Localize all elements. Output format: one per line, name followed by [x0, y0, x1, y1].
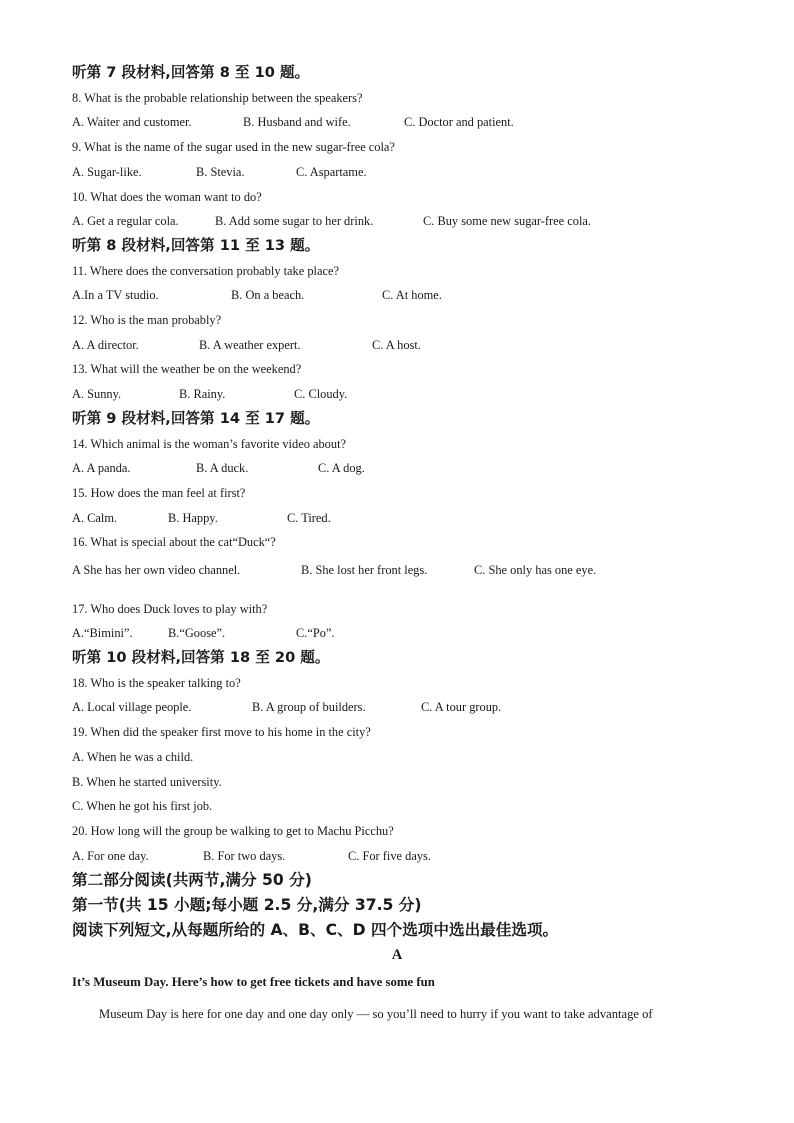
section-heading-8: 听第 8 段材料,回答第 11 至 13 题。 [72, 237, 320, 254]
q16-option-b: B. She lost her front legs. [301, 563, 428, 577]
q19-option-c: C. When he got his first job. [72, 799, 213, 813]
q19-option-a: A. When he was a child. [72, 750, 194, 764]
question-11: 11. Where does the conversation probably take place? [72, 264, 339, 278]
part2-section1-heading: 第一节(共 15 小题;每小题 2.5 分,满分 37.5 分) [72, 896, 422, 914]
q18-option-b: B. A group of builders. [252, 700, 366, 714]
question-9: 9. What is the name of the sugar used in the new sugar-free cola? [72, 140, 395, 154]
q9-option-c: C. Aspartame. [296, 165, 367, 179]
passage-title: It’s Museum Day. Here’s how to get free tickets and have some fun [72, 975, 435, 989]
q8-option-c: C. Doctor and patient. [404, 115, 514, 129]
section-heading-9: 听第 9 段材料,回答第 14 至 17 题。 [72, 410, 320, 427]
q19-option-b: B. When he started university. [72, 775, 222, 789]
part2-title: 第二部分阅读(共两节,满分 50 分) [72, 871, 312, 889]
question-14: 14. Which animal is the woman’s favorite video about? [72, 437, 347, 451]
part2-instruction: 阅读下列短文,从每题所给的 A、B、C、D 四个选项中选出最佳选项。 [72, 921, 559, 939]
q12-option-a: A. A director. [72, 338, 139, 352]
q9-option-a: A. Sugar-like. [72, 165, 142, 179]
q14-option-c: C. A dog. [318, 461, 365, 475]
question-12: 12. Who is the man probably? [72, 313, 222, 327]
q14-option-b: B. A duck. [196, 461, 249, 475]
q16-option-a: A She has her own video channel. [72, 563, 241, 577]
q17-option-a: A.“Bimini”. [72, 626, 133, 640]
question-17: 17. Who does Duck loves to play with? [72, 602, 268, 616]
question-15: 15. How does the man feel at first? [72, 486, 246, 500]
passage-paragraph: Museum Day is here for one day and one day only — so you’ll need to hurry if you want to take advantage of [99, 1007, 653, 1021]
question-20: 20. How long will the group be walking to get to Machu Picchu? [72, 824, 394, 838]
q20-option-c: C. For five days. [348, 849, 431, 863]
q15-option-b: B. Happy. [168, 511, 218, 525]
q16-option-c: C. She only has one eye. [474, 563, 597, 577]
q11-option-b: B. On a beach. [231, 288, 305, 302]
q10-option-a: A. Get a regular cola. [72, 214, 179, 228]
q17-option-b: B.“Goose”. [168, 626, 226, 640]
q11-option-c: C. At home. [382, 288, 442, 302]
q10-option-c: C. Buy some new sugar-free cola. [423, 214, 592, 228]
q8-option-a: A. Waiter and customer. [72, 115, 192, 129]
q14-option-a: A. A panda. [72, 461, 131, 475]
q18-option-a: A. Local village people. [72, 700, 192, 714]
q15-option-c: C. Tired. [287, 511, 331, 525]
question-18: 18. Who is the speaker talking to? [72, 676, 241, 690]
q10-option-b: B. Add some sugar to her drink. [215, 214, 374, 228]
q13-option-b: B. Rainy. [179, 387, 226, 401]
q12-option-c: C. A host. [372, 338, 421, 352]
section-heading-7: 听第 7 段材料,回答第 8 至 10 题。 [72, 64, 310, 81]
q15-option-a: A. Calm. [72, 511, 118, 525]
question-8: 8. What is the probable relationship between the speakers? [72, 91, 363, 105]
q9-option-b: B. Stevia. [196, 165, 245, 179]
q13-option-a: A. Sunny. [72, 387, 122, 401]
passage-label: A [391, 947, 403, 963]
question-19: 19. When did the speaker first move to his home in the city? [72, 725, 371, 739]
section-heading-10: 听第 10 段材料,回答第 18 至 20 题。 [72, 649, 330, 666]
question-16: 16. What is special about the cat“Duck“? [72, 535, 276, 549]
q13-option-c: C. Cloudy. [294, 387, 348, 401]
q12-option-b: B. A weather expert. [199, 338, 301, 352]
q8-option-b: B. Husband and wife. [243, 115, 351, 129]
question-13: 13. What will the weather be on the weekend? [72, 362, 302, 376]
question-10: 10. What does the woman want to do? [72, 190, 262, 204]
q20-option-b: B. For two days. [203, 849, 286, 863]
q17-option-c: C.“Po”. [296, 626, 335, 640]
q18-option-c: C. A tour group. [421, 700, 502, 714]
q11-option-a: A.In a TV studio. [72, 288, 159, 302]
q20-option-a: A. For one day. [72, 849, 149, 863]
